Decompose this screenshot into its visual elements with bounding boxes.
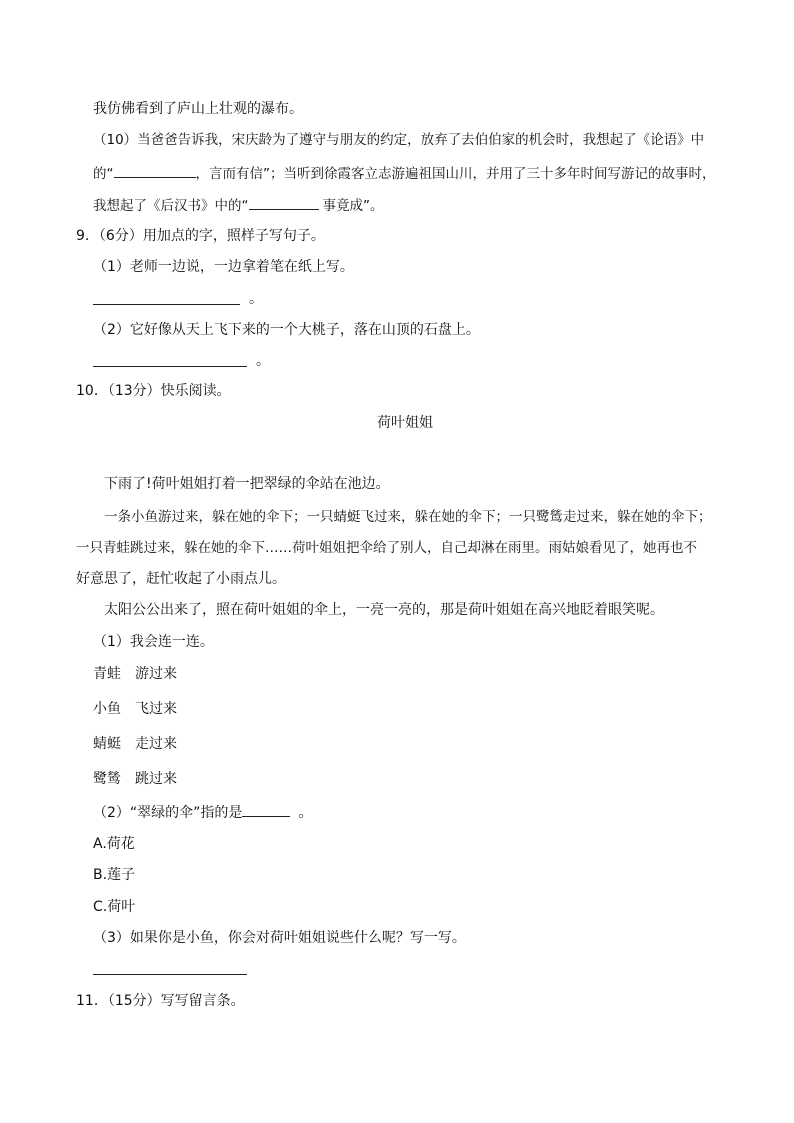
text-fragment: 事竟成”。 (322, 198, 384, 214)
match-right-item[interactable]: 游过来 (135, 666, 177, 682)
question-9-heading: 9．（6分）用加点的字，照样子写句子。 (76, 228, 325, 244)
match-right-item[interactable]: 走过来 (135, 736, 177, 752)
passage-paragraph-1: 下雨了!荷叶姐姐打着一把翠绿的伞站在池边。 (104, 476, 390, 492)
option-a[interactable]: A.荷花 (93, 836, 135, 852)
match-left-item[interactable]: 鹭鸶 (93, 771, 121, 787)
text-fragment: ，言而有信”；当听到徐霞客立志游遍祖国山川，并用了三十多年时间写游记的故事时， (195, 166, 716, 182)
answer-blank[interactable] (249, 195, 319, 210)
match-left-item[interactable]: 蜻蜓 (93, 736, 121, 752)
option-b[interactable]: B.莲子 (93, 867, 136, 883)
match-right-item[interactable]: 跳过来 (135, 771, 177, 787)
question-9-sentence-2: （2）它好像从天上飞下来的一个大桃子，落在山顶的石盘上。 (93, 322, 480, 338)
text-fragment: 我想起了《后汉书》中的“ (93, 198, 249, 214)
match-left-item[interactable]: 小鱼 (93, 701, 121, 717)
match-left-item[interactable]: 青蛙 (93, 666, 121, 682)
answer-blank[interactable] (114, 163, 196, 178)
subquestion-2 (93, 802, 312, 823)
answer-blank[interactable] (242, 802, 290, 817)
answer-line[interactable] (93, 366, 247, 367)
q10-fill-line-3 (93, 195, 384, 216)
question-9-sentence-1: （1）老师一边说，一边拿着笔在纸上写。 (93, 259, 354, 275)
match-row (93, 734, 177, 754)
answer-line[interactable] (93, 974, 247, 975)
text-fragment: 。 (298, 805, 313, 821)
match-right-item[interactable]: 飞过来 (135, 701, 177, 717)
question-10-heading: 10．（13分）快乐阅读。 (76, 383, 231, 399)
option-c[interactable]: C.荷叶 (93, 899, 136, 915)
answer-line[interactable] (93, 304, 240, 305)
text-line: 我仿佛看到了庐山上壮观的瀑布。 (93, 101, 303, 117)
match-row (93, 664, 177, 684)
q10-fill-line-2 (93, 163, 716, 184)
match-row (93, 769, 177, 789)
text-fragment: 的“ (93, 166, 114, 182)
match-row (93, 699, 177, 719)
question-11-heading: 11．（15分）写写留言条。 (76, 993, 245, 1009)
passage-paragraph-2-line-2: 一只青蛙跳过来，躲在她的伞下……荷叶姐姐把伞给了别人，自己却淋在雨里。雨姑娘看见了，她再也不 (76, 540, 697, 556)
passage-title: 荷叶姐姐 (377, 415, 433, 431)
period-mark: 。 (249, 291, 263, 307)
subquestion-1: （1）我会连一连。 (93, 634, 214, 650)
period-mark: 。 (256, 353, 270, 369)
q10-fill-line-1: （10）当爸爸告诉我，宋庆龄为了遵守与朋友的约定，放弃了去伯伯家的机会时，我想起了《论语》中 (93, 132, 705, 148)
passage-paragraph-3: 太阳公公出来了，照在荷叶姐姐的伞上，一亮一亮的，那是荷叶姐姐在高兴地眨着眼笑呢。 (104, 602, 664, 618)
text-fragment: （2）“翠绿的伞”指的是 (93, 805, 243, 821)
passage-paragraph-2-line-1: 一条小鱼游过来，躲在她的伞下；一只蜻蜓飞过来，躲在她的伞下；一只鹭鸶走过来，躲在她的伞下； (104, 509, 712, 525)
subquestion-3: （3）如果你是小鱼，你会对荷叶姐姐说些什么呢？写一写。 (93, 930, 466, 946)
passage-paragraph-2-line-3: 好意思了，赶忙收起了小雨点儿。 (76, 571, 286, 587)
